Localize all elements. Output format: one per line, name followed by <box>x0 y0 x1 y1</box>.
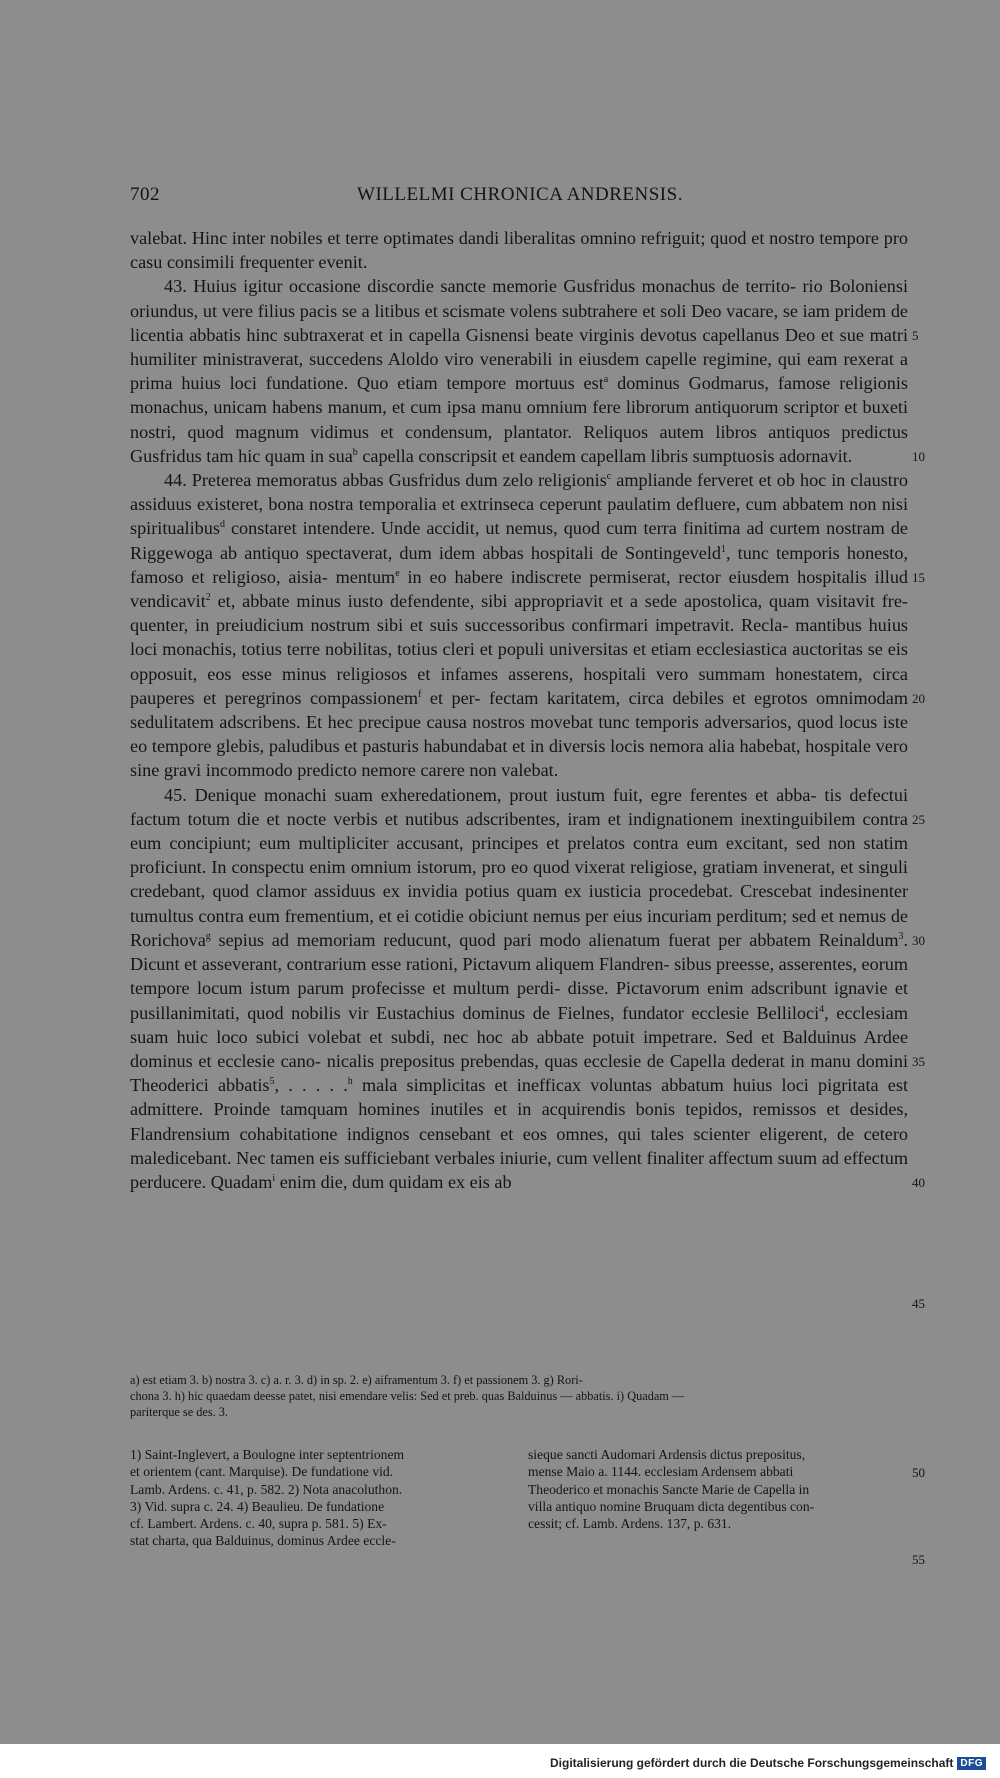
text-line: etiam ecclesiastica auctoritas se eis opposuit, eos esse minus religiosos et infames asserens, <box>130 639 908 684</box>
running-title: WILLELMI CHRONICA ANDRENSIS. <box>357 184 683 205</box>
footnote-marker: 4 <box>819 1003 825 1015</box>
footnote-marker: a <box>603 374 609 386</box>
text-line: quod magnum vidimus et condensum, plantator. Reliquos autem libros antiquos predictus <box>187 421 909 442</box>
apparatus-line: pariterque se des. 3. <box>130 1405 228 1419</box>
main-text <box>130 226 908 1194</box>
text-line: disse. Pictavorum enim adscribunt ignavie et pusillanimitati, quod nobilis vir Eustachius <box>130 978 908 1023</box>
footnote-line: 3) Vid. supra c. 24. 4) Beaulieu. De fundatione <box>130 1498 385 1514</box>
line-number: 20 <box>912 690 925 706</box>
footnote-line: sieque sancti Audomari Ardensis dictus prepositus, <box>528 1447 806 1462</box>
footnotes-right-column <box>528 1446 908 1532</box>
footnote-line: 1) Saint-Inglevert, a Boulogne inter septentrionem <box>130 1447 405 1462</box>
line-number: 55 <box>912 1551 925 1567</box>
text-line: virginis devotus capellanus Deo et sue matri humiliter ministraverat, succedens Aloldo viro <box>130 324 909 370</box>
footnote-line: stat charta, qua Balduinus, dominus Ardee eccle- <box>130 1533 396 1549</box>
line-number: 5 <box>912 327 919 343</box>
text-line: abbatis$^5$, . . . . .$^h$ mala simplicitas et inefficax voluntas abbatum huius loci pigritata est <box>217 1075 909 1096</box>
text-line: sibus preesse, asserentes, eorum tempore locum istum parum profecisse et multum perdi- <box>130 954 908 999</box>
text-line: vero sine gravi incommodo predicto nemore carere non valebat. <box>130 736 908 781</box>
text-line: Reinaldum$^3$. Dicunt et asseverant, contrarium esse rationi, Pictavum aliquem Flandren- <box>130 929 909 975</box>
apparatus-line: chona 3. h) hic quaedam deesse patet, nisi emendare velis: Sed et preb. quas Balduinus — abbatis. i) Quadam — <box>130 1389 685 1403</box>
footnote-marker: b <box>352 446 358 458</box>
text-line: glebis, paludibus et pasturis habundabat et in diversis locis nemora alia habebat, hospitale <box>216 736 871 757</box>
text-line: quod cum terra finitima ad curtem nostram de Riggewoga ab antiquo spectaverat, dum <box>130 518 908 563</box>
text-line: inextinguibilem contra eum concipiunt; eum multipliciter accusant, principes et prelatos <box>130 808 908 854</box>
footnote-line: mense Maio a. 1144. ecclesiam Ardensem abbati <box>528 1464 794 1480</box>
paragraph <box>130 468 908 783</box>
footnote-line: cessit; cf. Lamb. Ardens. 137, p. 631. <box>528 1516 732 1532</box>
footnote-marker: c <box>606 470 612 482</box>
text-line: rio Boloniensi oriundus, ut vere filius pacis se a litibus et scismate volens subtrahere et soli <box>130 276 909 321</box>
text-line: hospitali vero summam honestatem, circa pauperes et peregrinos compassionem$^f$ et per- <box>130 663 908 708</box>
text-line: idem abbas hospitali de Sontingeveld$^1$, tunc temporis honesto, famoso et religioso, aisia- <box>130 542 909 587</box>
footnote-marker: f <box>418 688 422 700</box>
text-line: defluere, cum abbatem non nisi spiritualibus$^d$ constaret intendere. Unde accidit, ut nemus, <box>130 494 908 539</box>
footnote-marker: 1 <box>720 543 726 555</box>
text-line: 45. Denique monachi suam exheredationem, prout iustum fuit, egre ferentes et abba- <box>164 784 817 805</box>
funding-text: Digitalisierung gefördert durch die Deutsche Forschungsgemeinschaft <box>549 1756 954 1770</box>
text-line: dominus de Fielnes, fundator ecclesie Belliloci$^4$, ecclesiam suam huic loco subici volebat et <box>130 1002 908 1047</box>
text-line: venerabili in eiusdem capelle regimine, qui eam rexerat a prima huius loci fundatione. Quo <box>130 349 909 394</box>
page-number: 702 <box>130 184 160 205</box>
footnote-marker: e <box>395 567 400 579</box>
text-line: eo quod vixerat religiose, gratiam invenerat, et singuli credebant, quod clamor assiduus ex <box>130 857 908 902</box>
footnote-marker: h <box>347 1076 353 1088</box>
line-number: 40 <box>912 1174 925 1190</box>
footnote-marker: i <box>272 1172 276 1184</box>
footnote-marker: 2 <box>205 591 211 603</box>
text-line: tis defectui factum totum die et nocte verbis et nutibus adscribentes, iram et indignationem <box>130 784 908 829</box>
text-line: invidia potius quam ex iusticia procedebat. Crescebat indesinenter tumultus contra eum <box>130 881 908 926</box>
text-line: mentum$^e$ in eo habere indiscrete permiserat, rector eiusdem hospitalis illud vendicavit$^2$ et, <box>130 566 909 612</box>
footnote-marker: 5 <box>269 1076 275 1088</box>
text-line: fectam karitatem, circa debiles et egrotos omnimodam sedulitatem adscribens. Et hec <box>130 687 908 733</box>
text-line: 43. Huius igitur occasione discordie sancte memorie Gusfridus monachus de territo- <box>164 276 797 297</box>
text-line: finaliter affectum suum ad effectum perducere. Quadam$^i$ enim die, dum quidam ex eis ab <box>130 1147 909 1192</box>
text-line: nostro tempore pro casu consimili frequenter evenit. <box>130 228 908 273</box>
paragraph <box>130 783 908 1194</box>
paragraph <box>130 274 908 468</box>
footnote-line: Theoderico et monachis Sancte Marie de Capella in <box>528 1481 810 1497</box>
text-line: contra eum excitant, sed non statim proficiunt. In conspectu enim omnium istorum, pro <box>130 833 908 878</box>
footnote-line: cf. Lambert. Ardens. c. 40, supra p. 581. 5) Ex- <box>130 1516 387 1532</box>
footnote-line: et orientem (cant. Marquise). De fundatione vid. <box>130 1464 394 1480</box>
text-line: 44. Preterea memoratus abbas Gusfridus dum zelo religionis$^c$ ampliande ferveret et ob <box>164 470 795 491</box>
text-line: Deo vacare, se iam pridem de licentia abbatis hinc subtraxerat et in capella Gisnensi beate <box>130 300 908 345</box>
footnote-marker: g <box>205 930 211 942</box>
text-line: nicalis prepositus prebendas, quas ecclesie de Capella dederat in manu domini Theoderici <box>130 1050 909 1096</box>
footnote-marker: 3 <box>898 930 904 942</box>
running-header <box>130 180 910 210</box>
text-line: subdi, nec hoc ab abbate potuit impetrare. Sed et Balduinus Ardee dominus et ecclesie cano- <box>130 1026 909 1071</box>
critical-apparatus <box>130 1372 908 1420</box>
line-number: 25 <box>912 811 925 827</box>
paragraph <box>130 226 908 274</box>
text-line: frementium, et ei cotidie obiciunt nemus per eius incuriam perditum; sed et nemus de <box>284 905 908 926</box>
text-line: desides, Flandrensium cohabitatione indignos censebant et eos omnes, qui tales scienter <box>130 1099 909 1144</box>
text-line: valebat. Hinc inter nobiles et terre optimates dandi liberalitas omnino refriguit; quod et <box>130 228 765 248</box>
text-line: Gusfridus tam hic quam in sua$^b$ capella conscripsit et eandem capellam libris sumptuosis <box>130 445 775 466</box>
line-number: 15 <box>912 569 925 585</box>
footnote-line: villa antiquo nomine Bruquam dicta degentibus con- <box>528 1498 815 1514</box>
text-line: adornavit. <box>779 445 853 466</box>
text-line: mantibus huius loci monachis, totius terre nobilitas, totius cleri et populi universitas et <box>130 615 909 660</box>
footnotes-left-column <box>130 1446 510 1550</box>
text-line: eligerent, de cetero maledicebant. Nec tamen eis sufficiebant verbales iniurie, cum vellent <box>130 1123 908 1168</box>
line-number: 50 <box>912 1465 925 1481</box>
text-line: etiam tempore mortuus est$^a$ dominus Godmarus, famose religionis monachus, unicam habens <box>130 373 908 418</box>
line-number: 45 <box>912 1295 925 1311</box>
line-number: 10 <box>912 448 925 464</box>
text-line: quenter, in preiudicium nostrum sibi et suis successoribus confirmari impetravit. Recla- <box>130 615 789 636</box>
dfg-logo: DFG <box>957 1757 986 1770</box>
line-number: 30 <box>912 932 925 948</box>
text-line: hoc in claustro assiduus existeret, bona nostra temporalia et extrinseca ceperunt paulatim <box>130 470 908 515</box>
text-line: precipue causa nostros movebat tunc temporis adversarios, quod locus iste eo tempore <box>130 712 908 757</box>
text-line: Rorichova$^g$ sepius ad memoriam reducunt, quod pari modo alienatum fuerat per abbatem <box>130 929 811 950</box>
funding-banner <box>550 1753 986 1773</box>
text-line: admittere. Proinde tamquam homines inutiles et in acquirendis bonis tepidos, remissos et <box>130 1099 840 1120</box>
footnote-marker: d <box>219 519 225 531</box>
line-number: 35 <box>912 1053 925 1069</box>
text-line: manum, et cum ipsa manu omnium fere librorum antiquorum scriptor et buxeti nostri, <box>130 397 909 442</box>
text-line: abbate minus iusto defendente, sibi appropriavit et a sede apostolica, quam visitavit fre- <box>242 591 908 612</box>
footnote-line: Lamb. Ardens. c. 41, p. 582. 2) Nota anacoluthon. <box>130 1481 403 1497</box>
apparatus-line: a) est etiam 3. b) nostra 3. c) a. r. 3. d) in sp. 2. e) aiframentum 3. f) et passionem 3. g) Rori- <box>130 1373 583 1387</box>
